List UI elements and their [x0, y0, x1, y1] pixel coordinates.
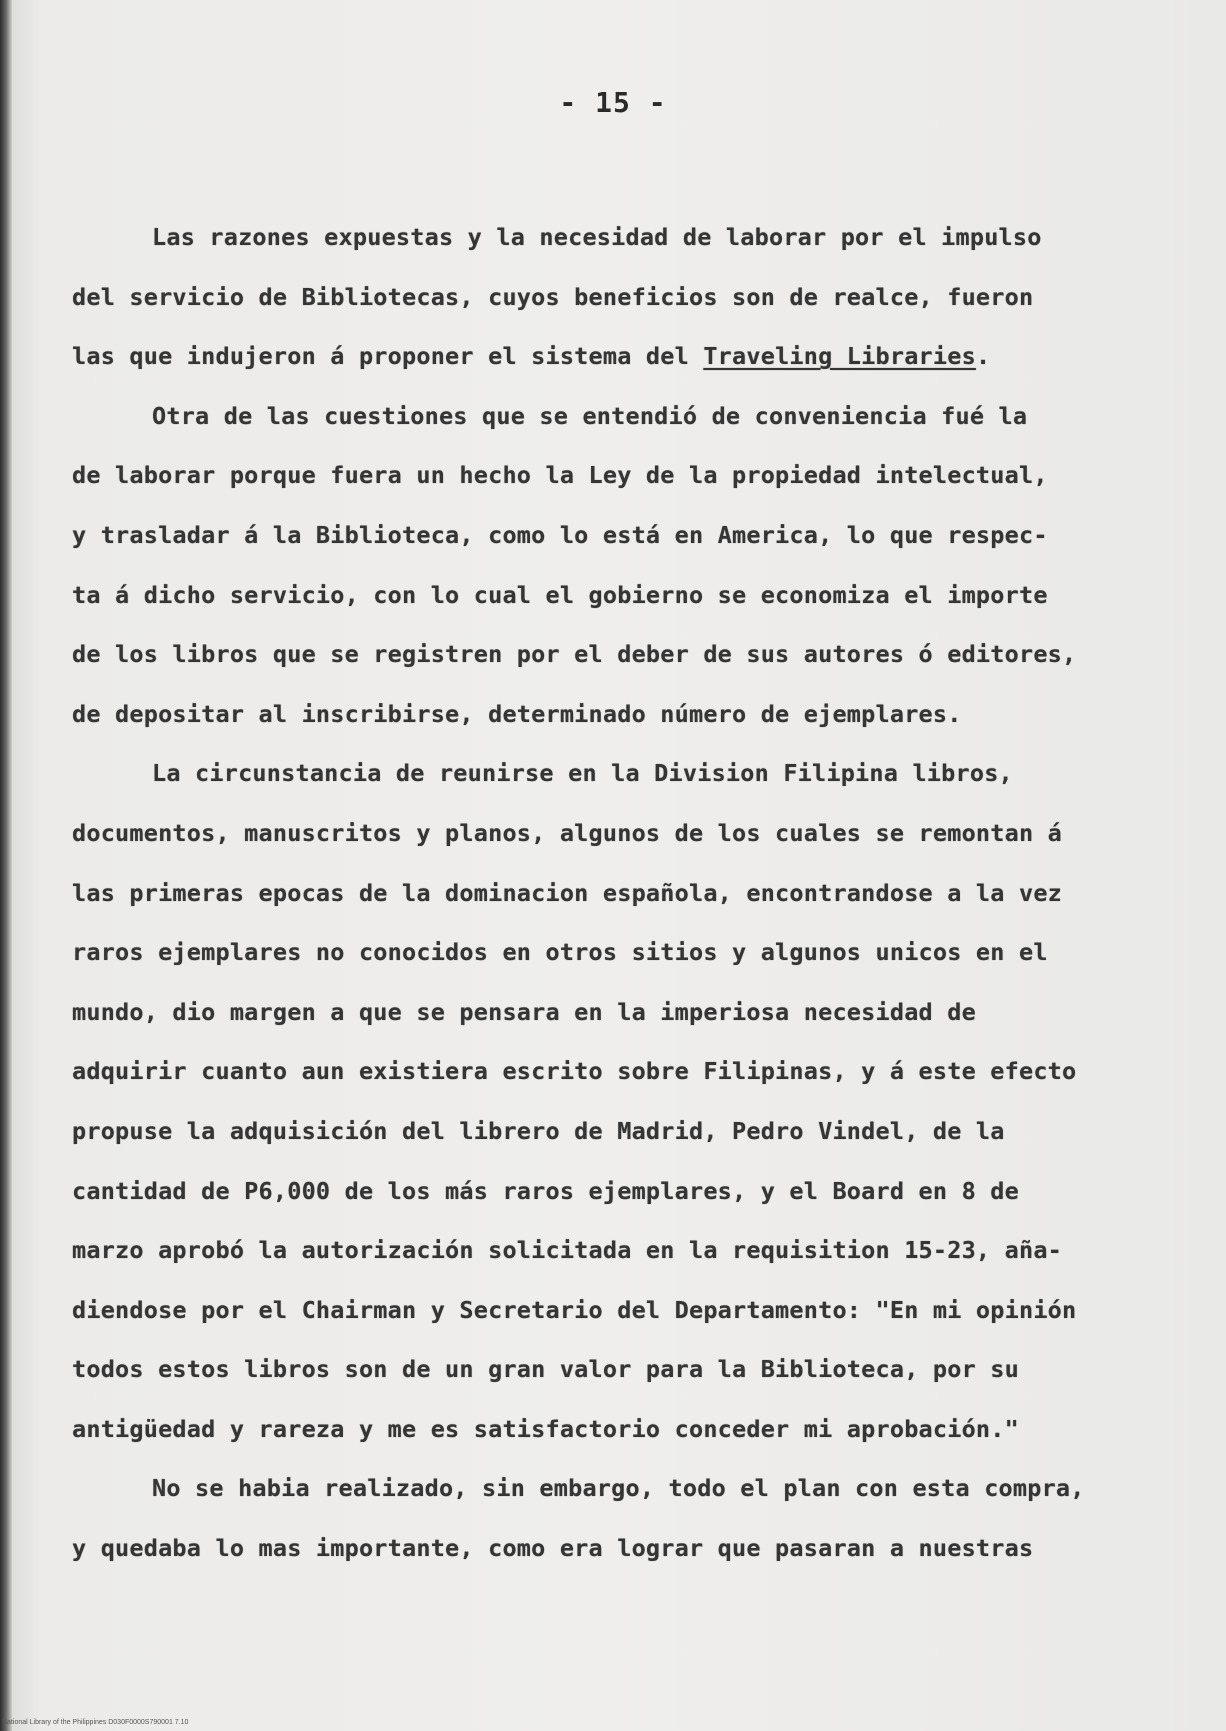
text-line [72, 327, 1182, 387]
text-segment: . [975, 342, 991, 371]
text-line: diendose por el Chairman y Secretario del Departamento: "En mi opinión [72, 1295, 1077, 1324]
text-line: las primeras epocas de la dominacion española, encontrandose a la vez [72, 878, 1063, 907]
text-segment: las que indujeron á proponer el sistema del [72, 342, 704, 371]
text-line: mundo, dio margen a que se pensara en la imperiosa necesidad de [72, 997, 976, 1026]
underlined-term: Traveling Libraries [703, 342, 976, 371]
text-line: del servicio de Bibliotecas, cuyos beneficios son de realce, fueron [72, 282, 1034, 311]
text-line: cantidad de P6,000 de los más raros ejemplares, y el Board en 8 de [72, 1176, 1019, 1205]
text-line: marzo aprobó la autorización solicitada en la requisition 15-23, aña- [72, 1236, 1063, 1265]
page-binding-edge [0, 0, 12, 1731]
text-line: de laborar porque fuera un hecho la Ley de la propiedad intelectual, [72, 461, 1048, 490]
text-line: Otra de las cuestiones que se entendió de conveniencia fué la [152, 401, 1028, 430]
text-line: documentos, manuscritos y planos, algunos de los cuales se remontan á [72, 818, 1063, 847]
page-number: - 15 - [559, 86, 667, 119]
text-line: todos estos libros son de un gran valor para la Biblioteca, por su [72, 1355, 1019, 1384]
text-line: antigüedad y rareza y me es satisfactorio conceder mi aprobación." [72, 1414, 1019, 1443]
text-line: No se habia realizado, sin embargo, todo el plan con esta compra, [152, 1474, 1085, 1503]
text-line: adquirir cuanto aun existiera escrito sobre Filipinas, y á este efecto [72, 1057, 1077, 1086]
text-line: y quedaba lo mas importante, como era lograr que pasaran a nuestras [72, 1534, 1034, 1563]
body-text [72, 208, 1182, 1579]
text-line: de depositar al inscribirse, determinado número de ejemplares. [72, 699, 962, 728]
text-line: de los libros que se registren por el deber de sus autores ó editores, [72, 640, 1077, 669]
text-line: raros ejemplares no conocidos en otros sitios y algunos unicos en el [72, 938, 1048, 967]
text-line: propuse la adquisición del librero de Madrid, Pedro Vindel, de la [72, 1116, 1005, 1145]
text-line: Las razones expuestas y la necesidad de laborar por el impulso [152, 223, 1042, 251]
archive-footer: National Library of the Philippines D030F0000S790001 7.10 [2, 1719, 189, 1726]
text-line: ta á dicho servicio, con lo cual el gobierno se economiza el importe [72, 580, 1048, 609]
text-line: y trasladar á la Biblioteca, como lo está en America, lo que respec- [72, 520, 1048, 549]
text-line: La circunstancia de reunirse en la Division Filipina libros, [152, 759, 1013, 788]
